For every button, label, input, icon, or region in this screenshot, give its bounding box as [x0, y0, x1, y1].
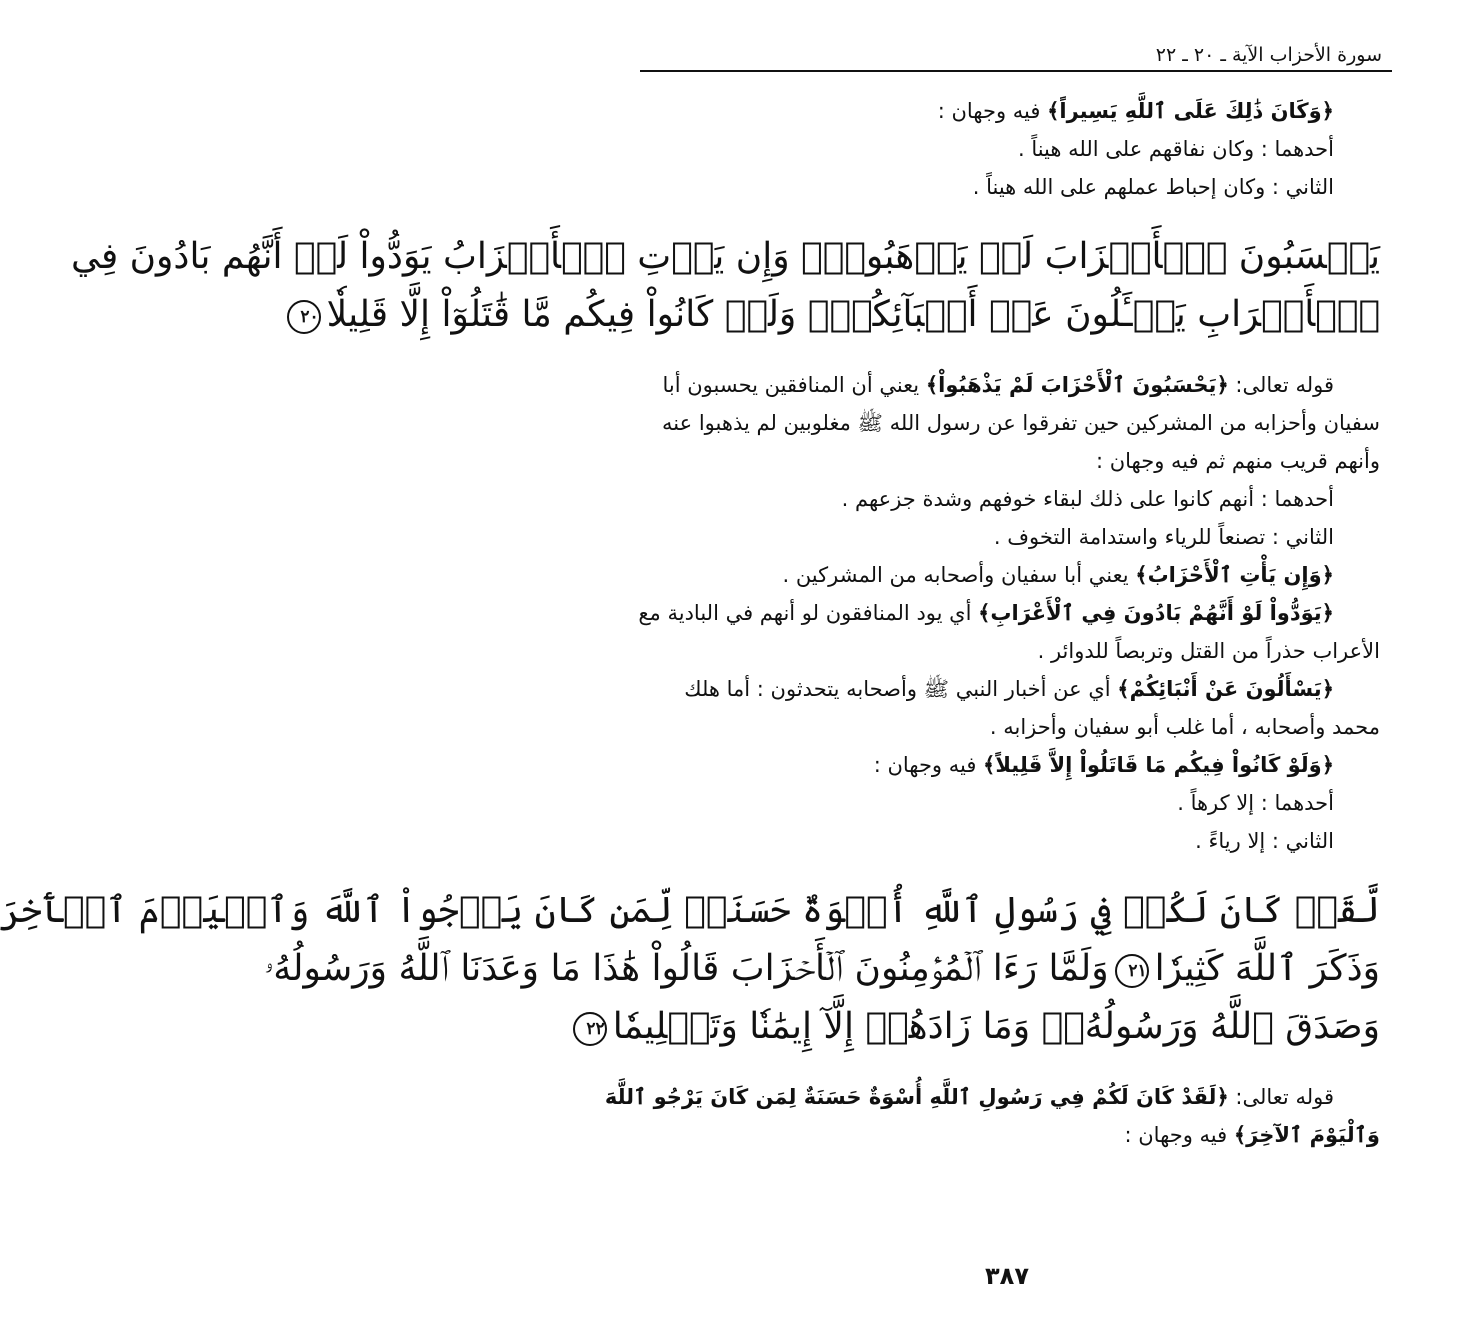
- paragraph-line: [640, 556, 1380, 594]
- verse-number-badge: ٢١: [1115, 954, 1149, 988]
- page-number: ٣٨٧: [985, 1262, 1029, 1290]
- text-run: قوله تعالى:: [1228, 1085, 1334, 1109]
- paragraph-line: أحدهما : إلا كرهاً .: [1177, 791, 1334, 815]
- verse-line: [264, 940, 1380, 998]
- verse-text: وَصَدَقَ ٱللَّهُ وَرَسُولُهُۥۚ وَمَا زَادَهُمۡ إِلَّآ إِيمَٰنٗا وَتَسۡلِيمٗا: [612, 1006, 1380, 1047]
- quran-quote: ﴿وَكَانَ ذَٰلِكَ عَلَى ٱللَّهِ يَسِيراً﴾: [1047, 99, 1334, 123]
- text-run: فيه وجهان :: [937, 99, 1048, 123]
- paragraph-line: وأنهم قريب منهم ثم فيه وجهان :: [1095, 449, 1380, 473]
- paragraph-line: [640, 92, 1380, 130]
- paragraph-line: [604, 1078, 1380, 1116]
- paragraph-line: الثاني : إلا رياءً .: [1195, 829, 1334, 853]
- page-body: [0, 92, 1380, 1154]
- text-run: أي يود المنافقون لو أنهم في البادية مع: [638, 601, 979, 625]
- paragraph-line: [640, 670, 1380, 708]
- quran-quote: ﴿وَإِن يَأْتِ ٱلْأَحْزَابُ﴾: [1135, 563, 1334, 587]
- paragraph-line: [640, 594, 1380, 632]
- verse-line: [300, 286, 1380, 344]
- paragraph-line: سفيان وأحزابه من المشركين حين تفرقوا عن رسول الله ﷺ مغلوبين لم يذهبوا عنه: [662, 411, 1380, 435]
- verse-line: يَحۡسَبُونَ ٱلۡأَحۡزَابَ لَمۡ يَذۡهَبُواْۖ وَإِن يَأۡتِ ٱلۡأَحۡزَابُ يَوَدُّواْ لَوۡ أَنَّهُم بَادُونَ فِي: [70, 236, 1380, 277]
- verse-number-badge: ٢٢: [573, 1012, 607, 1046]
- quran-quote: ﴿وَلَوْ كَانُواْ فِيكُم مَا قَاتَلُواْ إِلاَّ قَلِيلاً﴾: [983, 753, 1334, 777]
- paragraph-line: الثاني : وكان إحباط عملهم على الله هيناً .: [972, 175, 1334, 199]
- running-title: سورة الأحزاب الآية ـ ٢٠ ـ ٢٢: [1155, 44, 1382, 66]
- text-run: فيه وجهان :: [873, 753, 984, 777]
- verse-text: وَذَكَرَ ٱللَّهَ كَثِيرٗا: [1154, 948, 1380, 989]
- paragraph-line: الأعراب حذراً من القتل وتربصاً للدوائر .: [1037, 639, 1380, 663]
- quran-quote: وَٱلْيَوْمَ ٱلآخِرَ﴾: [1233, 1123, 1380, 1147]
- paragraph-line: [640, 1116, 1380, 1154]
- verse-text: وَلَمَّا رَءَا ٱلۡمُؤۡمِنُونَ ٱلۡأَحۡزَابَ قَالُواْ هَٰذَا مَا وَعَدَنَا ٱللَّهُ وَرَسُولُهُۥ: [264, 948, 1109, 989]
- text-run: قوله تعالى:: [1228, 373, 1334, 397]
- quran-quote: ﴿لَقَدْ كَانَ لَكُمْ فِي رَسُولِ ٱللَّهِ أُسْوَةٌ حَسَنَةٌ لِمَن كَانَ يَرْجُو ٱللَّهَ: [604, 1085, 1229, 1109]
- header-rule: [640, 70, 1392, 72]
- paragraph-line: أحدهما : أنهم كانوا على ذلك لبقاء خوفهم وشدة جزعهم .: [841, 487, 1334, 511]
- paragraph-line: محمد وأصحابه ، أما غلب أبو سفيان وأحزابه .: [989, 715, 1380, 739]
- quran-quote: ﴿يَسْأَلُونَ عَنْ أَنْبَائِكُمْ﴾: [1117, 677, 1334, 701]
- quran-quote: ﴿يَحْسَبُونَ ٱلْأَحْزَابَ لَمْ يَذْهَبُواْ﴾: [925, 373, 1229, 397]
- paragraph-line: الثاني : تصنعاً للرياء واستدامة التخوف .: [993, 525, 1334, 549]
- text-run: أي عن أخبار النبي ﷺ وأصحابه يتحدثون : أما هلك: [684, 677, 1118, 701]
- text-run: يعني أن المنافقين يحسبون أبا: [662, 373, 926, 397]
- text-run: يعني أبا سفيان وأصحابه من المشركين .: [782, 563, 1136, 587]
- verse-line: لَّقَدۡ كَانَ لَكُمۡ فِي رَسُولِ ٱللَّهِ أُسۡوَةٌ حَسَنَةٞ لِّمَن كَانَ يَرۡجُواْ ٱللَّهَ وَٱلۡيَوۡمَ ٱلۡأٓخِرَ: [0, 890, 1380, 931]
- verse-number-badge: ٢٠: [287, 300, 321, 334]
- verse-text: ٱلۡأَعۡرَابِ يَسۡـَٔلُونَ عَنۡ أَنۢبَآئِكُمۡۖ وَلَوۡ كَانُواْ فِيكُم مَّا قَٰتَلُوٓاْ إِلَّا قَلِيلٗا: [326, 294, 1380, 335]
- paragraph-line: [640, 366, 1380, 404]
- quran-quote: ﴿يَوَدُّواْ لَوْ أَنَّهُمْ بَادُونَ فِي ٱلْأَعْرَابِ﴾: [978, 601, 1334, 625]
- paragraph-line: أحدهما : وكان نفاقهم على الله هيناً .: [1017, 137, 1334, 161]
- text-run: فيه وجهان :: [1124, 1123, 1234, 1147]
- verse-line: [586, 998, 1380, 1056]
- paragraph-line: [640, 746, 1380, 784]
